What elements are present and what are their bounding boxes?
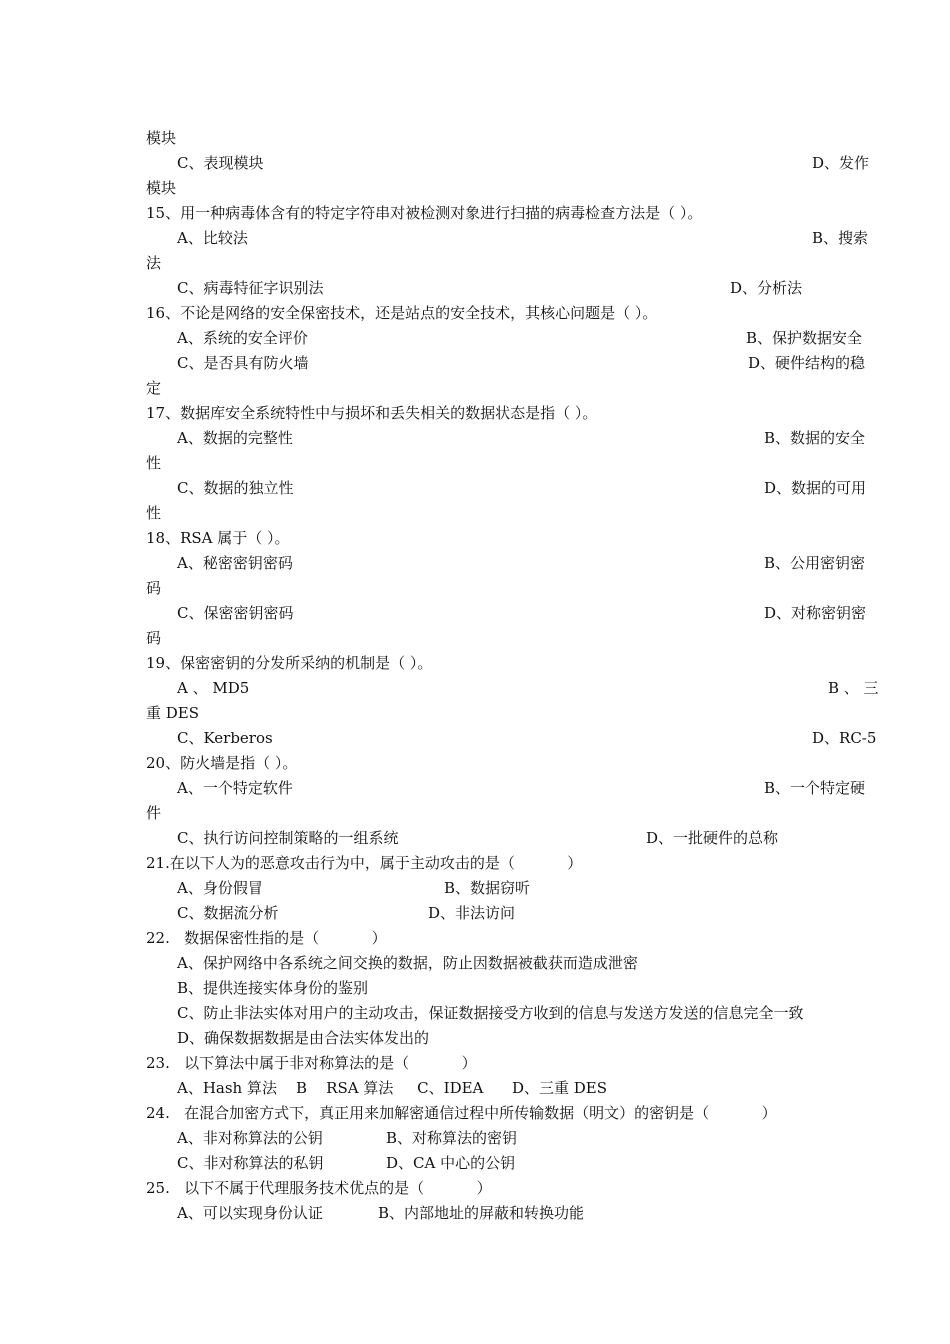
option-d: D、确保数据数据是由合法实体发出的 bbox=[177, 1029, 430, 1047]
option-a: A 、 MD5 bbox=[177, 679, 250, 697]
option-c: C、是否具有防火墙 bbox=[177, 354, 309, 372]
option-b: B、搜索 bbox=[812, 229, 869, 247]
text-line: 重 DES bbox=[146, 704, 200, 722]
question-25: 25. 以下不属于代理服务技术优点的是（ ） bbox=[146, 1179, 492, 1197]
option-a: A、系统的安全评价 bbox=[177, 329, 308, 347]
option-b: B、对称算法的密钥 bbox=[386, 1129, 518, 1147]
option-d: D、硬件结构的稳 bbox=[748, 354, 866, 372]
option-b: B、公用密钥密 bbox=[764, 554, 866, 572]
option-a: A、可以实现身份认证 bbox=[177, 1204, 323, 1222]
option-a: A、一个特定软件 bbox=[177, 779, 293, 797]
option-d: D、RC-5 bbox=[812, 729, 877, 747]
option-b: B、保护数据安全 bbox=[746, 329, 863, 347]
text-line: 件 bbox=[146, 804, 162, 822]
option-a: A、比较法 bbox=[177, 229, 248, 247]
option-b: B 、 三 bbox=[828, 679, 879, 697]
option-b: B、内部地址的屏蔽和转换功能 bbox=[378, 1204, 585, 1222]
text-line: 性 bbox=[146, 504, 162, 522]
option-c: C、Kerberos bbox=[177, 729, 273, 747]
question-18: 18、RSA 属于（ ）。 bbox=[146, 529, 290, 547]
question-21: 21.在以下人为的恶意攻击行为中，属于主动攻击的是（ ） bbox=[146, 854, 583, 872]
question-20: 20、防火墙是指（ ）。 bbox=[146, 754, 298, 772]
option-d: D、分析法 bbox=[730, 279, 803, 297]
option-d: D、CA 中心的公钥 bbox=[386, 1154, 516, 1172]
text-line: 模块 bbox=[146, 179, 177, 197]
option-a: A、保护网络中各系统之间交换的数据，防止因数据被截获而造成泄密 bbox=[177, 954, 638, 972]
question-23: 23. 以下算法中属于非对称算法的是（ ） bbox=[146, 1054, 477, 1072]
option-a: A、数据的完整性 bbox=[177, 429, 293, 447]
text-line: 定 bbox=[146, 379, 162, 397]
option-b: B、数据的安全 bbox=[764, 429, 866, 447]
question-17: 17、数据库安全系统特性中与损坏和丢失相关的数据状态是指（ ）。 bbox=[146, 404, 598, 422]
option-b: B、一个特定硬 bbox=[764, 779, 866, 797]
question-15: 15、用一种病毒体含有的特定字符串对被检测对象进行扫描的病毒检查方法是（ ）。 bbox=[146, 204, 703, 222]
option-a: A、非对称算法的公钥 bbox=[177, 1129, 323, 1147]
option-d: D、发作 bbox=[812, 154, 870, 172]
question-19: 19、保密密钥的分发所采纳的机制是（ ）。 bbox=[146, 654, 433, 672]
option-c: C、执行访问控制策略的一组系统 bbox=[177, 829, 399, 847]
option-d: D、数据的可用 bbox=[764, 479, 867, 497]
options-line: A、Hash 算法 B RSA 算法 C、IDEA D、三重 DES bbox=[177, 1079, 608, 1097]
option-b: B、数据窃听 bbox=[444, 879, 531, 897]
option-c: C、病毒特征字识别法 bbox=[177, 279, 324, 297]
question-24: 24. 在混合加密方式下，真正用来加解密通信过程中所传输数据（明文）的密钥是（ ） bbox=[146, 1104, 777, 1122]
text-line: 码 bbox=[146, 579, 162, 597]
option-d: D、一批硬件的总称 bbox=[646, 829, 779, 847]
text-line: 模块 bbox=[146, 129, 177, 147]
option-d: D、对称密钥密 bbox=[764, 604, 867, 622]
option-c: C、非对称算法的私钥 bbox=[177, 1154, 324, 1172]
question-22: 22. 数据保密性指的是（ ） bbox=[146, 929, 387, 947]
question-16: 16、不论是网络的安全保密技术，还是站点的安全技术，其核心问题是（ ）。 bbox=[146, 304, 658, 322]
option-c: C、表现模块 bbox=[177, 154, 264, 172]
option-c: C、保密密钥密码 bbox=[177, 604, 294, 622]
option-c: C、数据流分析 bbox=[177, 904, 279, 922]
option-c: C、防止非法实体对用户的主动攻击，保证数据接受方收到的信息与发送方发送的信息完全一致 bbox=[177, 1004, 804, 1022]
text-line: 法 bbox=[146, 254, 162, 272]
option-b: B、提供连接实体身份的鉴别 bbox=[177, 979, 369, 997]
text-line: 性 bbox=[146, 454, 162, 472]
option-c: C、数据的独立性 bbox=[177, 479, 294, 497]
option-a: A、秘密密钥密码 bbox=[177, 554, 293, 572]
option-a: A、身份假冒 bbox=[177, 879, 263, 897]
text-line: 码 bbox=[146, 629, 162, 647]
option-d: D、非法访问 bbox=[428, 904, 516, 922]
